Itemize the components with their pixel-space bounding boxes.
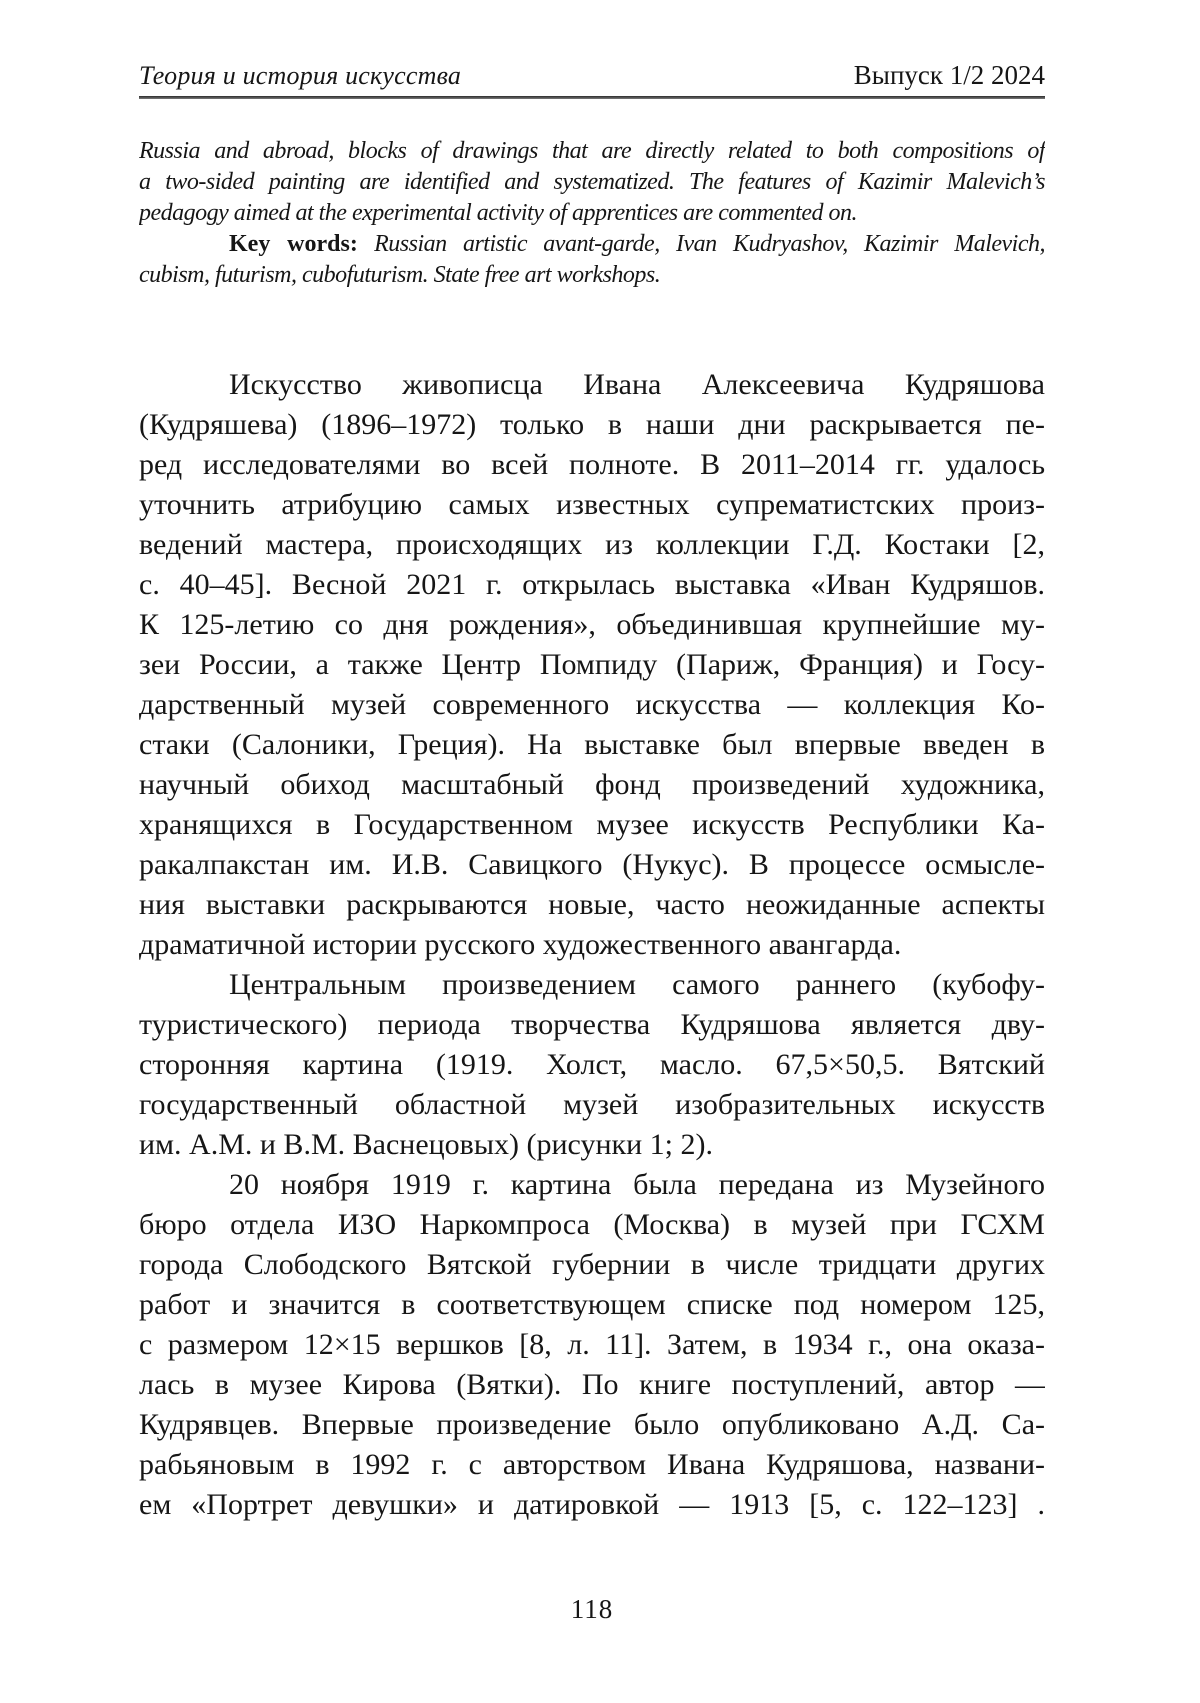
paragraph: [139, 1165, 1045, 1525]
text-line: рабьяновым в 1992 г. с авторством Ивана Кудряшова, названи-: [139, 1448, 1045, 1481]
text-line: ракалпакстан им. И.В. Савицкого (Нукус). В процессе осмысле-: [139, 848, 1045, 881]
text-line: Кудрявцев. Впервые произведение было опубликовано А.Д. Са-: [139, 1408, 1045, 1441]
text-line: (Кудряшева) (1896–1972) только в наши дни раскрывается пе-: [139, 408, 1045, 441]
page-number: 118: [570, 1594, 614, 1624]
article-body: [139, 365, 1045, 1525]
text-line: с размером 12×15 вершков [8, л. 11]. Затем, в 1934 г., она оказа-: [139, 1328, 1045, 1361]
paragraph: [139, 365, 1045, 965]
paragraph: [139, 965, 1045, 1165]
text-line: Искусство живописца Ивана Алексеевича Кудряшова: [229, 368, 1045, 401]
text-line: хранящихся в Государственном музее искусств Республики Ка-: [139, 808, 1045, 841]
text-line: ведений мастера, происходящих из коллекции Г.Д. Костаки [2,: [139, 528, 1045, 561]
text-line: лась в музее Кирова (Вятки). По книге поступлений, автор —: [139, 1368, 1045, 1401]
text-line: им. А.М. и В.М. Васнецовых) (рисунки 1; 2).: [139, 1128, 713, 1161]
text-line: бюро отдела ИЗО Наркомпроса (Москва) в музей при ГСХМ: [139, 1208, 1045, 1241]
text-line: ем «Портрет девушки» и датировкой — 1913 [5, с. 122–123] .: [139, 1488, 1045, 1521]
text-line: драматичной истории русского художественного авангарда.: [139, 928, 902, 961]
abstract-line: cubism, futurism, cubofuturism. State free art workshops.: [139, 262, 661, 288]
text-line: работ и значится в соответствующем списке под номером 125,: [139, 1288, 1045, 1321]
text-line: уточнить атрибуцию самых известных супрематистских произ-: [139, 488, 1045, 521]
abstract-line: a two-sided painting are identified and systematized. The features of Kazimir Malevich’s: [139, 169, 1045, 195]
text-line: туристического) периода творчества Кудряшова является дву-: [139, 1008, 1045, 1041]
text-line: зеи России, а также Центр Помпиду (Париж, Франция) и Госу-: [139, 648, 1045, 681]
section-title: Теория и история искусства: [139, 61, 462, 90]
text-line: с. 40–45]. Весной 2021 г. открылась выставка «Иван Кудряшов.: [139, 568, 1045, 601]
key-words-label: Key words:: [229, 231, 358, 257]
text-line: города Слободского Вятской губернии в числе тридцати других: [139, 1248, 1045, 1281]
abstract-line: Russia and abroad, blocks of drawings that are directly related to both compositions of: [139, 138, 1045, 164]
abstract-english: [139, 136, 1045, 291]
text-line: ния выставки раскрываются новые, часто неожиданные аспекты: [139, 888, 1045, 921]
text-line: сторонняя картина (1919. Холст, масло. 67,5×50,5. Вятский: [139, 1048, 1045, 1081]
text-line: стаки (Салоники, Греция). На выставке был впервые введен в: [139, 728, 1045, 761]
abstract-line: pedagogy aimed at the experimental activity of apprentices are commented on.: [139, 200, 857, 226]
abstract-line: Key words: Russian artistic avant-garde, Ivan Kudryashov, Kazimir Malevich,: [229, 231, 1045, 257]
text-line: ред исследователями во всей полноте. В 2011–2014 гг. удалось: [139, 448, 1045, 481]
text-line: Центральным произведением самого раннего (кубофу-: [229, 968, 1045, 1001]
text-line: 20 ноября 1919 г. картина была передана из Музейного: [229, 1168, 1045, 1201]
text-line: государственный областной музей изобразительных искусств: [139, 1088, 1045, 1121]
running-header: [139, 60, 1045, 91]
header-rule: [139, 96, 1045, 99]
text-line: дарственный музей современного искусства — коллекция Ко-: [139, 688, 1045, 721]
issue-label: Выпуск 1/2 2024: [853, 60, 1045, 90]
text-line: К 125-летию со дня рождения», объединившая крупнейшие му-: [139, 608, 1045, 641]
text-line: научный обиход масштабный фонд произведений художника,: [139, 768, 1045, 801]
